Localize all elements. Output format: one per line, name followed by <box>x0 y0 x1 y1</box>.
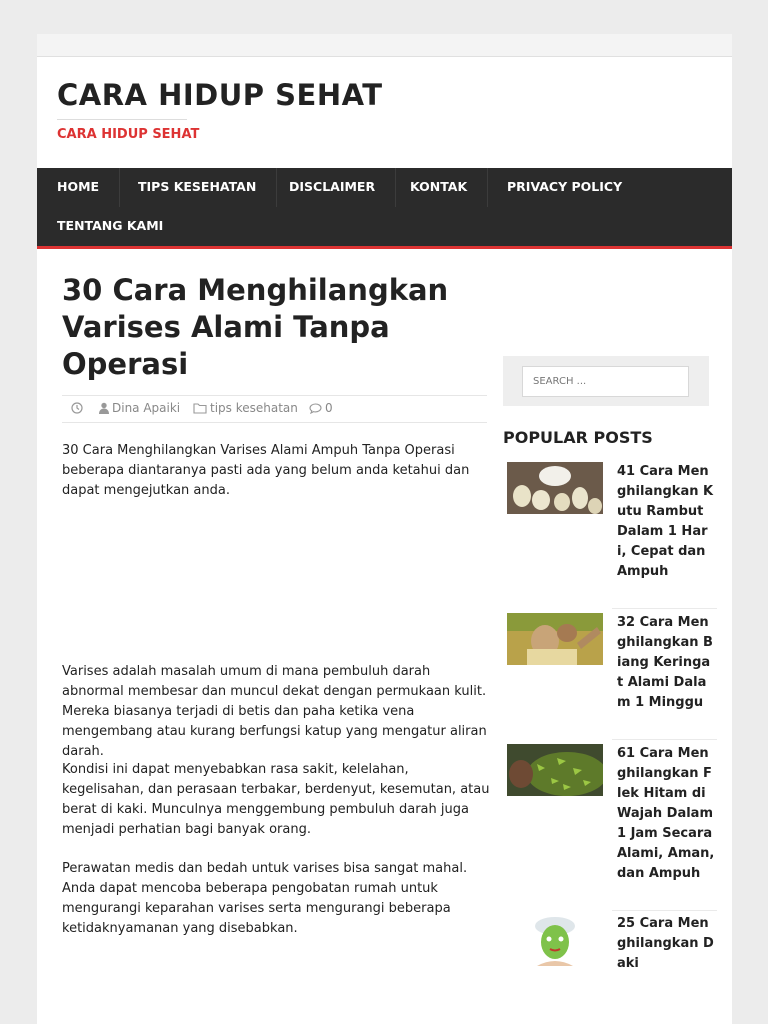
nav-item-home[interactable]: HOME <box>37 168 120 207</box>
popular-posts-heading: POPULAR POSTS <box>503 428 653 447</box>
top-bar <box>37 34 732 57</box>
popular-post-title[interactable]: 41 Cara Menghilangkan Kutu Rambut Dalam 1 Hari, Cepat dan Ampuh <box>617 464 714 579</box>
post-paragraph-3: Kondisi ini dapat menyebabkan rasa sakit, kelelahan, kegelisahan, dan perasaan terbakar, berdenyut, kesemutan, atau berat di kaki. Munculnya menggembung pembuluh darah juga menjadi perhatian bagi banyak orang. <box>62 762 490 837</box>
divider <box>612 739 717 740</box>
sidebar-search-widget <box>503 356 709 406</box>
popular-post-title[interactable]: 61 Cara Menghilangkan Flek Hitam di Wajah Dalam 1 Jam Secara Alami, Aman, dan Ampuh <box>617 746 715 881</box>
post-paragraph-4: Perawatan medis dan bedah untuk varises bisa sangat mahal. Anda dapat mencoba beberapa pengobatan rumah untuk mengurangi keparahan varises serta mengurangi beberapa ketidaknyamanan yang disebabkan. <box>62 861 468 936</box>
face-mask-thumbnail[interactable] <box>507 914 603 966</box>
user-icon <box>99 402 109 414</box>
popular-post-title[interactable]: 32 Cara Menghilangkan Biang Keringat Alami Dalam 1 Minggu <box>617 615 713 710</box>
author-name[interactable]: Dina Apaiki <box>112 401 181 415</box>
main-navigation <box>37 168 732 249</box>
comment-count[interactable]: 0 <box>325 401 333 415</box>
nav-item-kontak[interactable]: KONTAK <box>390 168 488 207</box>
green-leaves-thumbnail[interactable] <box>507 744 603 796</box>
nav-item-privacy-policy[interactable]: PRIVACY POLICY <box>507 179 623 194</box>
garlic-thumbnail[interactable] <box>507 462 603 514</box>
page-container <box>37 34 732 1024</box>
search-input[interactable] <box>522 366 689 397</box>
nav-item-disclaimer[interactable]: DISCLAIMER <box>269 168 396 207</box>
post-paragraph-1: 30 Cara Menghilangkan Varises Alami Ampuh Tanpa Operasi beberapa diantaranya pasti ada yang belum anda ketahui dan dapat mengejutkan anda. <box>62 443 470 498</box>
post-author[interactable] <box>99 401 180 415</box>
comment-icon <box>309 403 322 414</box>
popular-post-title[interactable]: 25 Cara Menghilangkan Daki <box>617 916 714 971</box>
tagline-divider <box>57 119 187 120</box>
site-tagline: CARA HIDUP SEHAT <box>57 127 200 142</box>
post-title: 30 Cara Menghilangkan Varises Alami Tanpa Operasi <box>62 273 449 381</box>
person-scratching-thumbnail[interactable] <box>507 613 603 665</box>
post-meta <box>62 395 487 423</box>
divider <box>612 910 717 911</box>
post-category[interactable] <box>193 401 298 415</box>
nav-item-tips-kesehatan[interactable]: TIPS KESEHATAN <box>118 168 277 207</box>
post-comments[interactable] <box>309 401 333 415</box>
site-title[interactable]: CARA HIDUP SEHAT <box>57 78 383 112</box>
nav-item-tentang-kami[interactable]: TENTANG KAMI <box>57 218 164 233</box>
clock-icon <box>71 401 86 415</box>
folder-icon <box>193 403 207 414</box>
category-name[interactable]: tips kesehatan <box>210 401 298 415</box>
divider <box>612 608 717 609</box>
post-paragraph-2: Varises adalah masalah umum di mana pembuluh darah abnormal membesar dan muncul dekat dengan permukaan kulit. Mereka biasanya terjadi di betis dan paha ketika vena mengembang atau kurang berfungsi katup yang mengatur aliran darah. <box>62 664 487 759</box>
